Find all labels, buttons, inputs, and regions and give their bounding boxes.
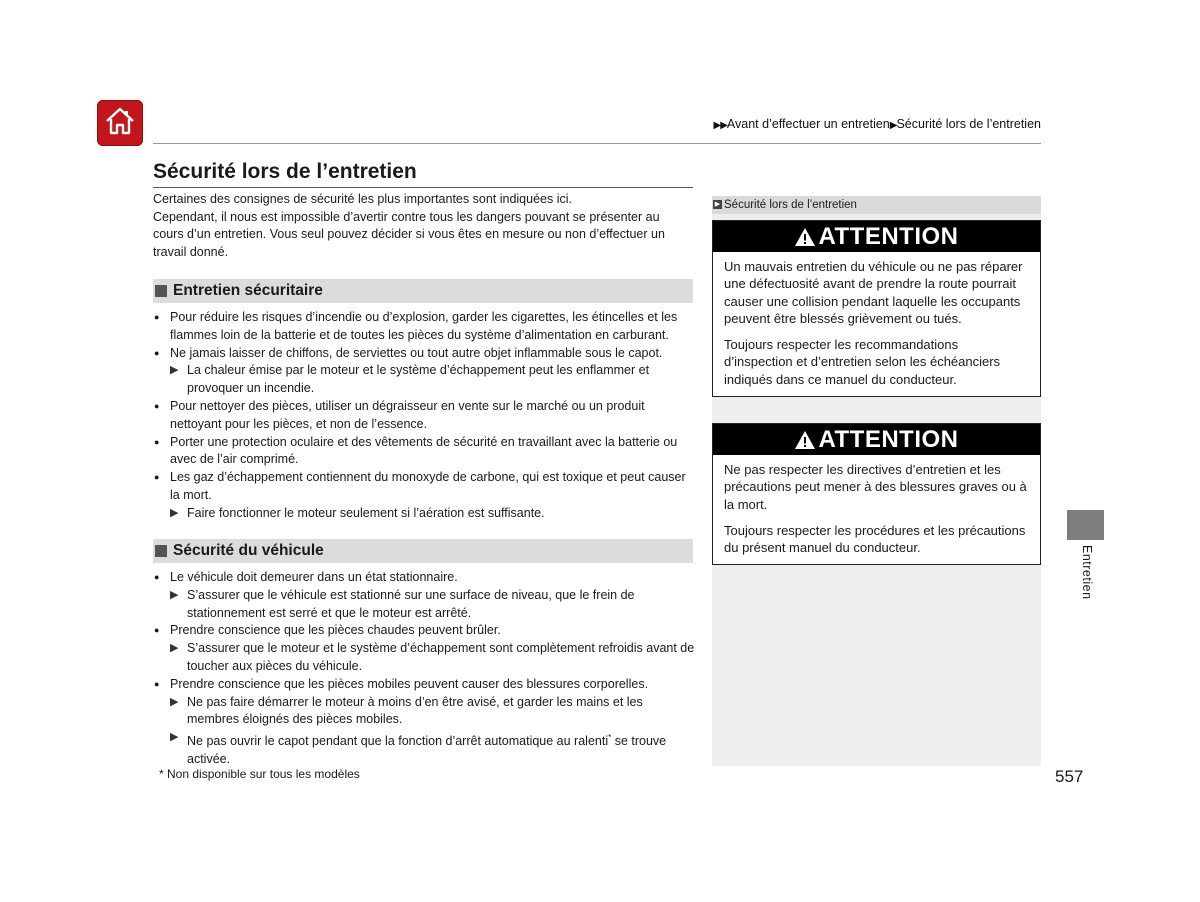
- arrow-right-icon: ▶: [170, 695, 179, 708]
- arrow-right-icon: ▶: [170, 731, 179, 744]
- list-subitem-text: La chaleur émise par le moteur et le système d’échappement peut les enflammer et provoquer un incendie.: [187, 363, 650, 396]
- side-panel-heading-label: Sécurité lors de l’entretien: [724, 199, 857, 211]
- warning-text: Ne pas respecter les directives d’entretien et les précautions peut mener à des blessures graves ou à la mort.: [724, 462, 1027, 512]
- arrow-right-icon: ▶: [170, 364, 179, 377]
- list-subitem: [153, 729, 698, 769]
- arrow-right-icon: ▶: [170, 642, 179, 655]
- chapter-tab[interactable]: [1067, 510, 1104, 540]
- home-icon: [104, 106, 136, 141]
- list-subitem: [153, 694, 698, 730]
- page-title: Sécurité lors de l’entretien: [153, 160, 417, 183]
- list-subitem-text: S’assurer que le moteur et le système d’échappement sont complètement refroidis avant de toucher aux pièces du véhicule.: [187, 641, 695, 673]
- square-icon: [155, 545, 167, 557]
- warning-text: Toujours respecter les procédures et les précautions du présent manuel du conducteur.: [724, 522, 1026, 556]
- warning-text: Toujours respecter les recommandations d’inspection et d’entretien selon les échéanciers indiqués dans ce manuel du conducteur.: [724, 337, 1001, 387]
- warning-text: Un mauvais entretien du véhicule ou ne pas réparer une défectuosité avant de prendre la route pourrait causer une collision pendant laquelle les occupants peuvent être blessés grièvement ou tués.: [724, 259, 1023, 326]
- warning-triangle-icon: [794, 227, 816, 247]
- arrow-right-icon: ▶: [170, 506, 179, 519]
- warning-box-1: [712, 220, 1041, 397]
- page-number: 557: [1055, 767, 1084, 786]
- home-button[interactable]: [97, 100, 143, 146]
- intro-text: [153, 191, 693, 261]
- section-heading-label: Entretien sécuritaire: [173, 282, 323, 299]
- list-item: ● Le véhicule doit demeurer dans un état stationnaire.: [153, 569, 698, 587]
- warning-box-2: [712, 423, 1041, 565]
- warning-header: [713, 424, 1040, 455]
- list-subitem-text: Ne pas faire démarrer le moteur à moins d’en être avisé, et garder les mains et les membres éloignés des pièces mobiles.: [187, 694, 643, 727]
- list-item: ● Porter une protection oculaire et des vêtements de sécurité en travaillant avec la batterie ou avec de l’air comprimé.: [153, 434, 698, 470]
- warning-label: ATTENTION: [818, 222, 959, 250]
- list-subitem-text: S’assurer que le véhicule est stationné sur une surface de niveau, que le frein de stationnement est serré et que le moteur est arrêté.: [187, 587, 635, 620]
- list-item: ● Prendre conscience que les pièces mobiles peuvent causer des blessures corporelles.: [153, 676, 698, 694]
- list-item: ● Prendre conscience que les pièces chaudes peuvent brûler.: [153, 622, 698, 640]
- footnote-marker[interactable]: *: [608, 733, 612, 743]
- section-heading-vehicule: [153, 539, 693, 563]
- breadcrumb-current: Sécurité lors de l’entretien: [896, 117, 1041, 131]
- arrow-right-icon: ▶: [170, 588, 179, 601]
- list-subitem: [153, 640, 698, 676]
- list-subitem: [153, 362, 698, 398]
- breadcrumb: [714, 117, 1041, 131]
- square-icon: [155, 285, 167, 297]
- breadcrumb-separator: ▶: [889, 120, 897, 131]
- list-item: ● Ne jamais laisser de chiffons, de serviettes ou tout autre objet inflammable sous le capot.: [153, 345, 698, 363]
- list-subitem-text: Faire fonctionner le moteur seulement si l’aération est suffisante.: [187, 505, 545, 520]
- breadcrumb-link-1[interactable]: Avant d’effectuer un entretien: [726, 117, 890, 131]
- list-subitem: [153, 587, 698, 623]
- section-heading-label: Sécurité du véhicule: [173, 542, 324, 559]
- safety-list-maintenance: [153, 309, 698, 523]
- chapter-tab-label: Entretien: [1080, 545, 1094, 600]
- safety-list-vehicle: [153, 569, 698, 769]
- header-divider: [153, 143, 1041, 144]
- title-divider: [153, 187, 693, 188]
- intro-line-1: Certaines des consignes de sécurité les plus importantes sont indiquées ici.: [153, 192, 572, 206]
- reference-icon: ▶: [714, 201, 721, 209]
- warning-body: [713, 252, 1040, 396]
- warning-body: [713, 455, 1040, 564]
- warning-label: ATTENTION: [818, 425, 959, 453]
- list-item: ● Pour nettoyer des pièces, utiliser un dégraisseur en vente sur le marché ou un produit nettoyant pour les pièces, et non de l’essence.: [153, 398, 698, 434]
- side-panel-heading: [712, 196, 1041, 214]
- list-subitem-text: Ne pas ouvrir le capot pendant que la fonction d’arrêt automatique au ralenti: [187, 734, 609, 749]
- intro-line-2: Cependant, il nous est impossible d’avertir contre tous les dangers pouvant se présenter au cours d’un entretien. Vous seul pouvez décider si vous êtes en mesure ou non d’effectuer un travail donné.: [153, 209, 665, 259]
- warning-header: [713, 221, 1040, 252]
- section-heading-entretien: [153, 279, 693, 303]
- breadcrumb-arrows: ▶▶: [713, 120, 727, 131]
- list-item: ● Pour réduire les risques d’incendie ou d’explosion, garder les cigarettes, les étincelles et les flammes loin de la batterie et de toutes les pièces du système d’alimentation en carburant.: [153, 309, 698, 345]
- warning-triangle-icon: [794, 430, 816, 450]
- list-subitem: [153, 505, 698, 523]
- list-item: ● Les gaz d’échappement contiennent du monoxyde de carbone, qui est toxique et peut causer la mort.: [153, 469, 698, 505]
- footnote: * Non disponible sur tous les modèles: [159, 767, 360, 781]
- list-subitem-text: se trouve activée.: [187, 734, 667, 767]
